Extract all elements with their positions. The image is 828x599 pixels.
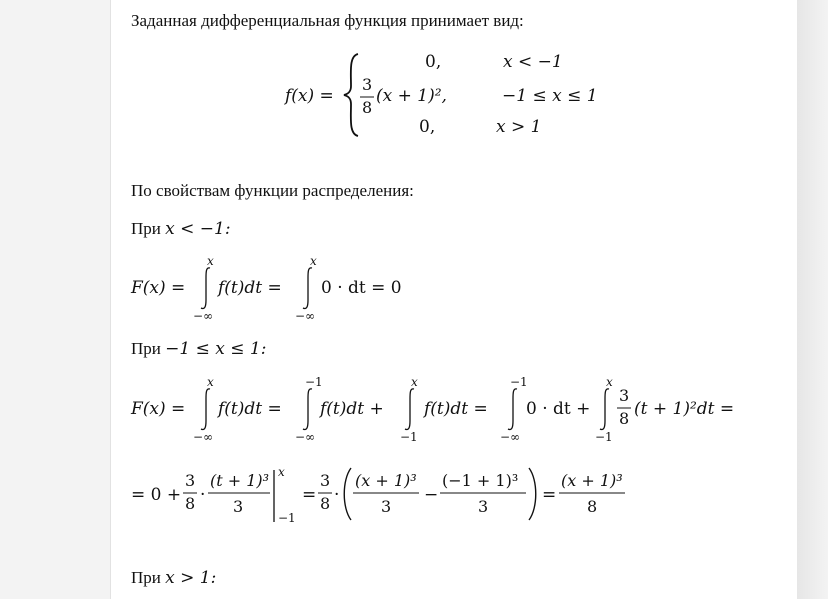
- int5-coef-den: 8: [619, 409, 630, 428]
- coef2-num: 3: [320, 471, 331, 490]
- case3-cond: x > 1: [496, 117, 542, 137]
- integral-sign: [402, 387, 418, 431]
- fraction-bar: [440, 492, 526, 494]
- case1-cond: x < −1: [503, 52, 563, 72]
- frac2-num: (x + 1)³: [355, 471, 417, 490]
- int5-coef-num: 3: [619, 386, 630, 405]
- eval-lower: −1: [278, 511, 296, 525]
- minus-sign: −: [424, 485, 439, 505]
- int1-body: f(t)dt =: [218, 399, 282, 419]
- int3-lower: −1: [400, 430, 418, 444]
- case-c-prefix: При: [131, 568, 161, 587]
- case3-value: 0,: [419, 117, 436, 137]
- frac3-den: 3: [478, 497, 489, 516]
- int5-lower: −1: [595, 430, 613, 444]
- intro-text: Заданная дифференциальная функция принимает вид:: [131, 11, 524, 30]
- int2-lower: −∞: [295, 430, 316, 444]
- case-a-int1-lower: −∞: [193, 309, 214, 323]
- fraction-bar: [559, 492, 625, 494]
- int2-upper: −1: [305, 375, 323, 389]
- case-a-int1-body: f(t)dt =: [218, 278, 282, 298]
- case-a-int2-upper: x: [310, 254, 317, 268]
- frac2-den: 3: [381, 497, 392, 516]
- case-a-condition: x < −1:: [165, 219, 231, 239]
- int4-lower: −∞: [500, 430, 521, 444]
- case-b-label: [131, 340, 266, 358]
- coef-num: 3: [185, 471, 196, 490]
- case-a-label: [131, 220, 231, 238]
- case2-cond: −1 ≤ x ≤ 1: [502, 86, 598, 106]
- coef2-den: 8: [320, 494, 331, 513]
- case1-value: 0,: [425, 52, 442, 72]
- properties-text: По свойствам функции распределения:: [131, 181, 414, 200]
- int5-upper: x: [606, 375, 613, 389]
- int3-upper: x: [411, 375, 418, 389]
- case-b-prefix: При: [131, 339, 161, 358]
- frac1-den: 3: [233, 497, 244, 516]
- coef-den: 8: [185, 494, 196, 513]
- integral-sign: [300, 266, 316, 310]
- frac4-den: 8: [587, 497, 598, 516]
- left-paren: [341, 466, 353, 522]
- dot-operator: ·: [200, 485, 206, 505]
- equals-sign: =: [302, 485, 317, 505]
- frac1-num: (t + 1)³: [210, 471, 270, 490]
- case-c-label: [131, 569, 216, 587]
- page-shadow: [797, 0, 828, 599]
- right-paren: [527, 466, 539, 522]
- fraction-bar: [353, 492, 419, 494]
- dot-operator: ·: [334, 485, 340, 505]
- int5-body: (t + 1)²dt =: [634, 399, 735, 419]
- density-lhs: f(x) =: [285, 86, 334, 106]
- case-a-int1-upper: x: [207, 254, 214, 268]
- int3-body: f(t)dt =: [424, 399, 488, 419]
- int1-lower: −∞: [193, 430, 214, 444]
- case2-coef-num: 3: [362, 75, 373, 94]
- equals-sign: =: [542, 485, 557, 505]
- frac3-num: (−1 + 1)³: [442, 471, 519, 490]
- case-b-condition: −1 ≤ x ≤ 1:: [165, 339, 267, 359]
- evaluation-bar: [273, 470, 277, 522]
- case-c-condition: x > 1:: [165, 568, 217, 588]
- case-a-int2-body: 0 · dt = 0: [321, 278, 402, 298]
- line2-start: = 0 +: [131, 485, 182, 505]
- integral-sign: [300, 387, 316, 431]
- int4-upper: −1: [510, 375, 528, 389]
- int4-body: 0 · dt +: [526, 399, 591, 419]
- integral-sign: [198, 266, 214, 310]
- int1-upper: x: [207, 375, 214, 389]
- case-a-prefix: При: [131, 219, 161, 238]
- case-a-int2-lower: −∞: [295, 309, 316, 323]
- fraction-bar: [208, 492, 270, 494]
- int2-body: f(t)dt +: [320, 399, 384, 419]
- integral-sign: [597, 387, 613, 431]
- case-b-lhs: F(x) =: [131, 399, 186, 419]
- frac4-num: (x + 1)³: [561, 471, 623, 490]
- integral-sign: [198, 387, 214, 431]
- integral-sign: [505, 387, 521, 431]
- case-a-lhs: F(x) =: [131, 278, 186, 298]
- case2-expr: (x + 1)²,: [376, 86, 447, 106]
- case2-coef-den: 8: [362, 98, 373, 117]
- eval-upper: x: [278, 465, 285, 479]
- left-brace: [342, 52, 362, 138]
